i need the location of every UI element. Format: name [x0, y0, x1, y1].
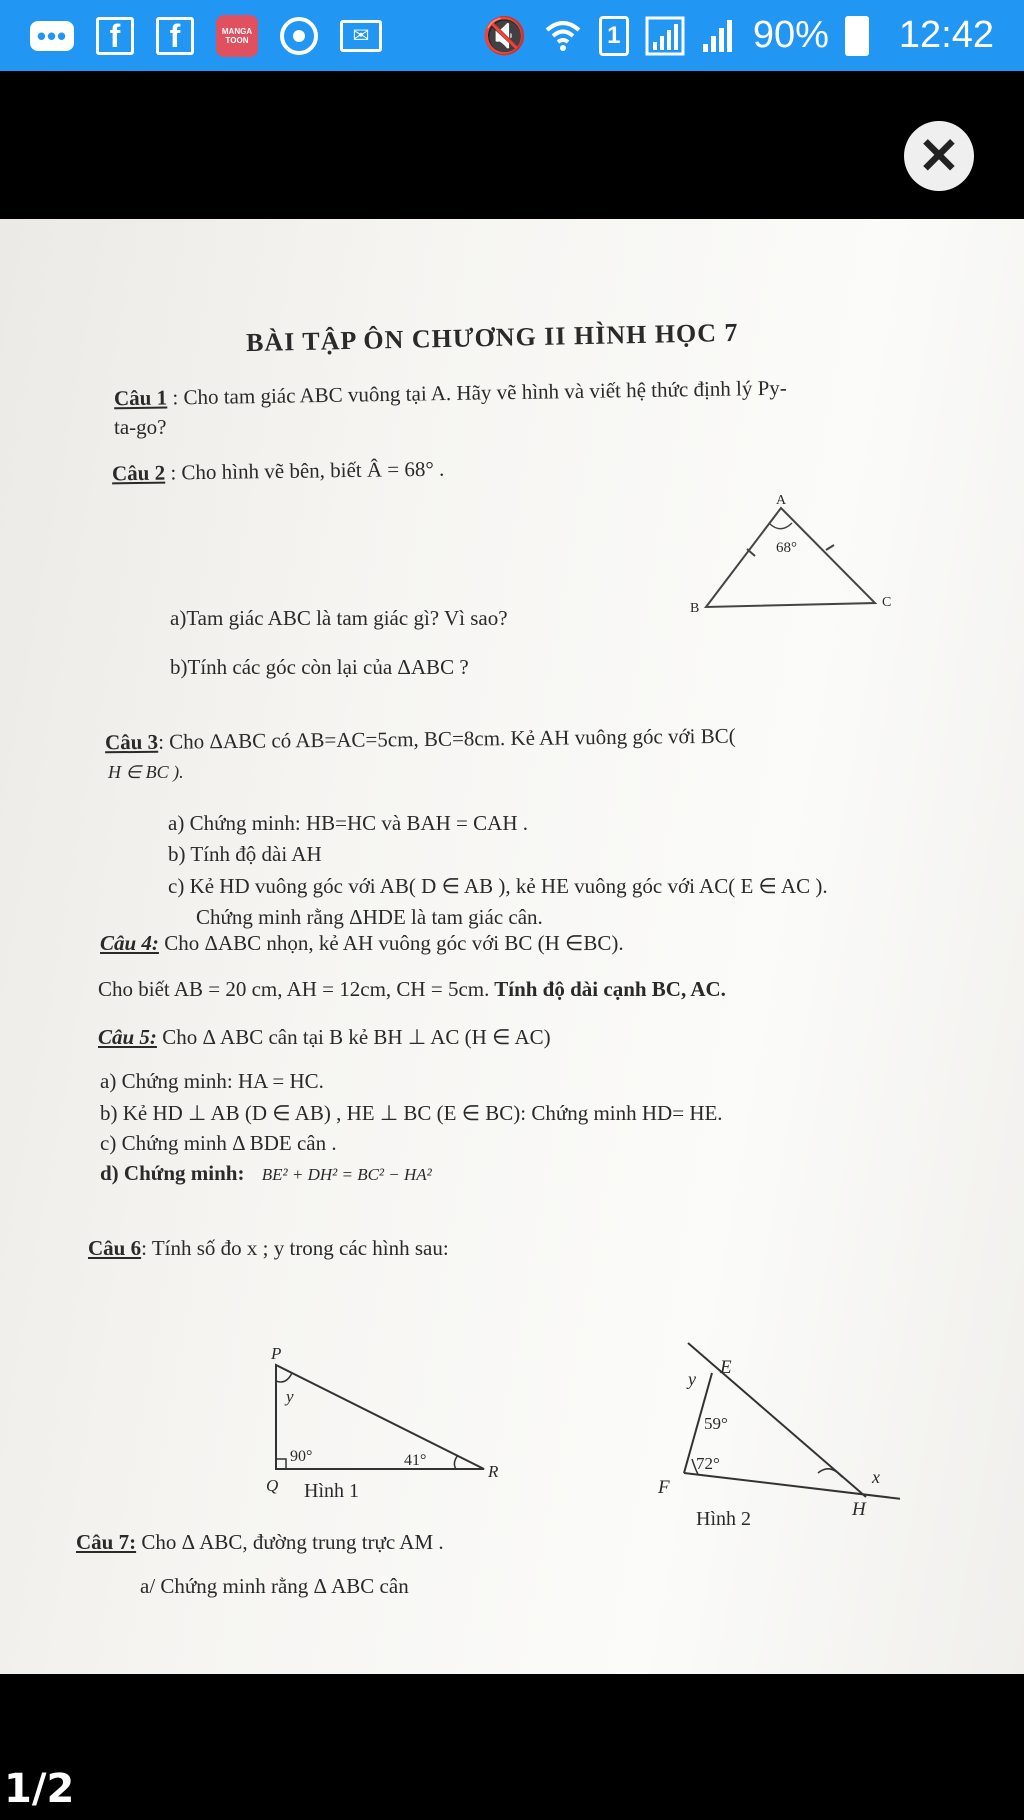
question-7	[76, 1530, 444, 1555]
question-2	[112, 457, 445, 487]
angle-f-label: 72°	[696, 1454, 720, 1473]
sim-icon: 1	[599, 16, 629, 56]
var-y-h2: y	[688, 1369, 696, 1389]
angle-e-label: 59°	[704, 1414, 728, 1433]
q5-label: Câu 5:	[98, 1025, 157, 1049]
hinh-2-caption: Hình 2	[696, 1508, 751, 1530]
angle-a-label: 68°	[776, 540, 797, 556]
q5-text: Cho Δ ABC cân tại B kẻ BH ⊥ AC (H ∈ AC)	[156, 1025, 551, 1049]
sync-icon	[280, 17, 318, 55]
question-2a: a)Tam giác ABC là tam giác gì? Vì sao?	[170, 606, 508, 630]
facebook-icon-2: f	[156, 17, 194, 55]
q5d-expr: BE² + DH² = BC² − HA²	[261, 1165, 432, 1184]
q4-label: Câu 4:	[100, 931, 159, 955]
notification-icons	[30, 0, 382, 71]
signal-icon-1	[645, 16, 685, 56]
q1-text: : Cho tam giác ABC vuông tại A. Hãy vẽ hình và viết hệ thức định lý Py-	[166, 375, 787, 410]
q3-label: Câu 3	[104, 729, 159, 755]
question-3	[105, 724, 736, 756]
vertex-f: F	[658, 1477, 670, 1498]
figure-hinh-2	[640, 1333, 900, 1533]
q5d-label: d) Chứng minh:	[100, 1161, 245, 1185]
question-3b: b) Tính độ dài AH	[168, 842, 322, 866]
hinh-1-caption: Hình 1	[304, 1480, 359, 1502]
question-5b: b) Kẻ HD ⊥ AB (D ∈ AB) , HE ⊥ BC (E ∈ BC): Chứng minh HD= HE.	[100, 1101, 723, 1125]
question-3c-cont: Chứng minh rằng ΔHDE là tam giác cân.	[196, 905, 543, 929]
vertex-h: H	[852, 1499, 866, 1520]
vertex-q: Q	[266, 1476, 279, 1495]
q6-label: Câu 6	[88, 1236, 142, 1260]
figure-hinh-1	[254, 1337, 514, 1507]
vertex-p: P	[271, 1344, 282, 1363]
q6-text: : Tính số đo x ; y trong các hình sau:	[141, 1236, 449, 1260]
viewer-bottom-bar	[0, 1674, 1024, 1820]
system-icons	[482, 0, 994, 71]
mute-icon: 🔇	[482, 14, 527, 56]
vertex-r: R	[488, 1462, 499, 1481]
question-4	[100, 931, 624, 956]
mangatoon-icon	[216, 15, 258, 57]
q3-text: : Cho ΔABC có AB=AC=5cm, BC=8cm. Kẻ AH vuông góc với BC(	[157, 723, 736, 754]
q4-bold: Tính độ dài cạnh BC, AC.	[489, 977, 726, 1001]
mail-icon: ✉	[340, 20, 382, 52]
question-3-cont: H ∈ BC ).	[108, 762, 184, 782]
angle-q-label: 90°	[290, 1448, 313, 1465]
vertex-c: C	[882, 595, 892, 610]
question-4-given	[98, 977, 726, 1002]
question-5a: a) Chứng minh: HA = HC.	[100, 1069, 324, 1093]
viewer-top-bar	[0, 71, 1024, 219]
question-1	[114, 376, 787, 412]
page-counter: 1/2	[4, 1766, 75, 1812]
var-y: y	[286, 1387, 294, 1406]
question-5	[98, 1025, 551, 1050]
facebook-icon: f	[96, 17, 134, 55]
vertex-b: B	[690, 601, 700, 614]
q2-text: : Cho hình vẽ bên, biết Â = 68° .	[164, 456, 445, 485]
question-5c: c) Chứng minh Δ BDE cân .	[100, 1131, 337, 1155]
var-x: x	[872, 1467, 880, 1487]
figure-q2-triangle	[690, 494, 900, 614]
question-1-cont: ta-go?	[114, 415, 167, 439]
signal-icon-2	[701, 16, 737, 56]
worksheet-title: BÀI TẬP ÔN CHƯƠNG II HÌNH HỌC 7	[245, 317, 739, 358]
document-photo[interactable]	[0, 219, 1024, 1674]
question-6	[88, 1236, 449, 1261]
q4-text: Cho ΔABC nhọn, kẻ AH vuông góc với BC (H ∈BC).	[158, 931, 624, 955]
question-7a: a/ Chứng minh rằng Δ ABC cân	[140, 1574, 409, 1598]
mangatoon-line1: MANGA	[221, 26, 253, 36]
question-3a: a) Chứng minh: HB=HC và BAH = CAH .	[168, 811, 528, 835]
angle-r-label: 41°	[404, 1452, 427, 1469]
battery-icon	[845, 16, 869, 56]
wifi-icon	[543, 16, 583, 56]
q4-given: Cho biết AB = 20 cm, AH = 12cm, CH = 5cm.	[98, 977, 490, 1001]
vertex-a: A	[776, 494, 787, 508]
question-3c: c) Kẻ HD vuông góc với AB( D ∈ AB ), kẻ HE vuông góc với AC( E ∈ AC ).	[168, 874, 828, 898]
vertex-e: E	[720, 1357, 732, 1378]
q7-label: Câu 7:	[76, 1530, 137, 1554]
status-bar	[0, 0, 1024, 71]
question-5d	[100, 1161, 432, 1186]
question-2b: b)Tính các góc còn lại của ΔABC ?	[170, 655, 469, 679]
q2-label: Câu 2	[111, 460, 166, 486]
battery-percent: 90%	[752, 14, 829, 56]
q7-text: Cho Δ ABC, đường trung trực AM .	[136, 1530, 444, 1554]
clock: 12:42	[898, 14, 994, 56]
mangatoon-line2: TOON	[225, 35, 249, 45]
more-notifications-icon: •••	[30, 21, 74, 51]
q1-label: Câu 1	[113, 385, 168, 411]
close-button[interactable]: ✕	[904, 121, 974, 191]
